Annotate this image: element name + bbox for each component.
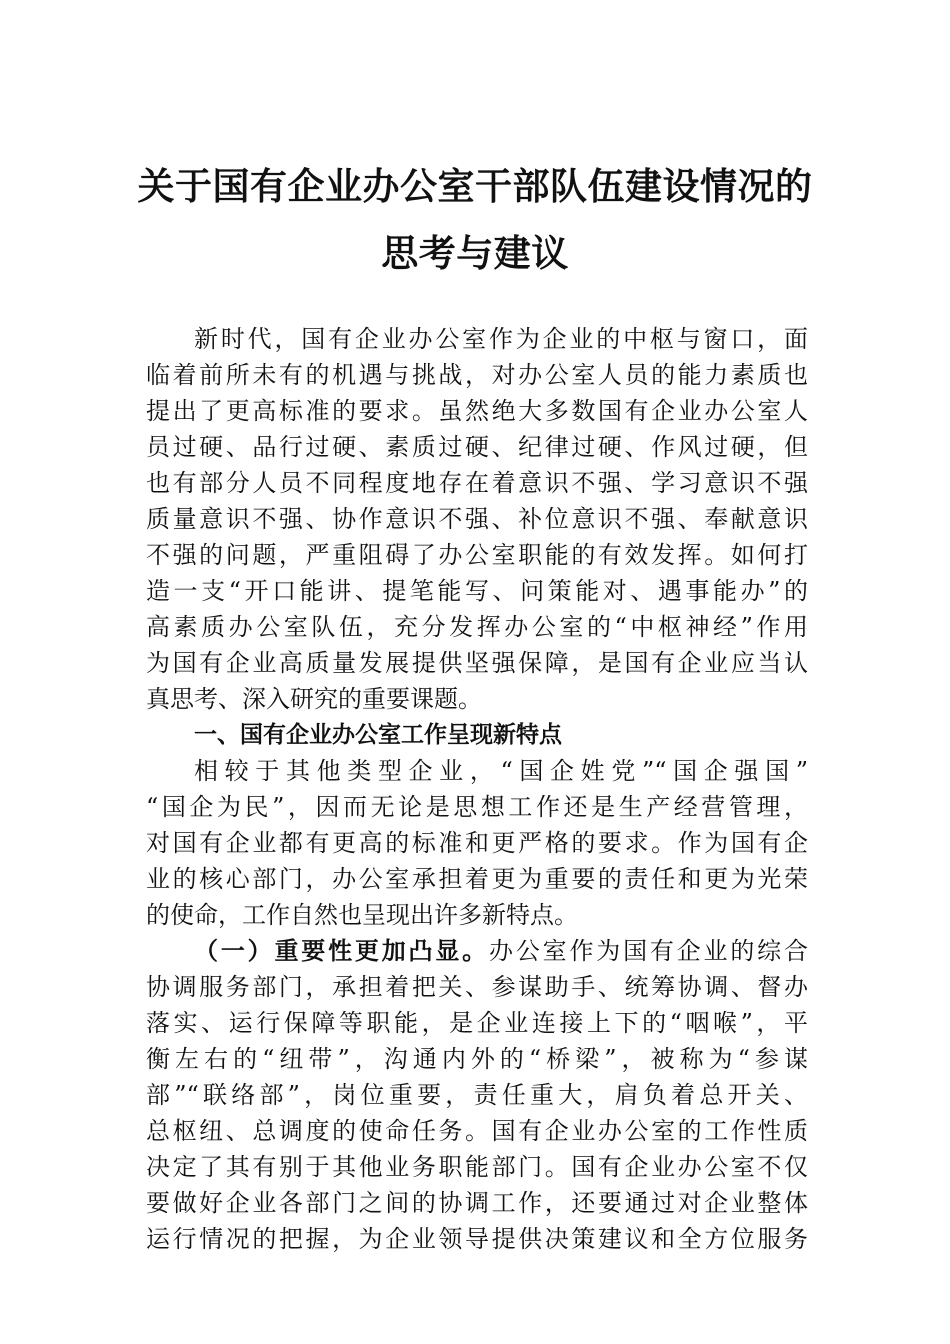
subsection-first-line-rest: 办公室作为国有企业的综合 <box>489 937 808 965</box>
subsection-paragraph-line: 部”“联络部”，岗位重要，责任重大，肩负着总开关、 <box>146 1081 808 1109</box>
subsection-title: （一）重要性更加凸显。 <box>194 936 489 965</box>
intro-paragraph-line: 也有部分人员不同程度地存在着意识不强、学习意识不强 <box>146 469 808 497</box>
document-body <box>146 321 808 1257</box>
subsection-paragraph-line: 决定了其有别于其他业务职能部门。国有企业办公室不仅 <box>146 1153 808 1181</box>
section-paragraph-line: 相较于其他类型企业，“国企姓党”“国企强国” <box>194 757 808 785</box>
document-title-line-1: 关于国有企业办公室干部队伍建设情况的 <box>137 165 813 208</box>
intro-paragraph-line: 员过硬、品行过硬、素质过硬、纪律过硬、作风过硬，但 <box>146 433 808 461</box>
subsection-paragraph-line: 落实、运行保障等职能，是企业连接上下的“咽喉”，平 <box>146 1009 808 1037</box>
subsection-paragraph-line: 运行情况的把握，为企业领导提供决策建议和全方位服务 <box>146 1225 808 1253</box>
subsection-paragraph-line: 要做好企业各部门之间的协调工作，还要通过对企业整体 <box>146 1189 808 1217</box>
subsection-paragraph-line: 协调服务部门，承担着把关、参谋助手、统筹协调、督办 <box>146 973 808 1001</box>
intro-paragraph-line: 为国有企业高质量发展提供坚强保障，是国有企业应当认 <box>146 649 808 677</box>
subsection-paragraph-line: 总枢纽、总调度的使命任务。国有企业办公室的工作性质 <box>146 1117 808 1145</box>
intro-paragraph-line: 新时代，国有企业办公室作为企业的中枢与窗口，面 <box>194 325 808 353</box>
section-paragraph-line: 业的核心部门，办公室承担着更为重要的责任和更为光荣 <box>146 865 808 893</box>
document-title-line-2: 思考与建议 <box>381 232 569 275</box>
intro-paragraph-line: 高素质办公室队伍，充分发挥办公室的“中枢神经”作用 <box>146 613 808 641</box>
subsection-first-line <box>146 933 808 969</box>
intro-paragraph-line: 真思考、深入研究的重要课题。 <box>146 685 482 713</box>
section-paragraph-line: 的使命，工作自然也呈现出许多新特点。 <box>146 901 578 929</box>
intro-paragraph-line: 提出了更高标准的要求。虽然绝大多数国有企业办公室人 <box>146 397 808 425</box>
section-paragraph-line: 对国有企业都有更高的标准和更严格的要求。作为国有企 <box>146 829 808 857</box>
intro-paragraph-line: 造一支“开口能讲、提笔能写、问策能对、遇事能办”的 <box>146 577 808 605</box>
section-paragraph-line: “国企为民”，因而无论是思想工作还是生产经营管理， <box>146 793 808 821</box>
intro-paragraph-line: 临着前所未有的机遇与挑战，对办公室人员的能力素质也 <box>146 361 808 389</box>
intro-paragraph-line: 不强的问题，严重阻碍了办公室职能的有效发挥。如何打 <box>146 541 808 569</box>
intro-paragraph-line: 质量意识不强、协作意识不强、补位意识不强、奉献意识 <box>146 505 808 533</box>
subsection-paragraph-line: 衡左右的“纽带”，沟通内外的“桥梁”，被称为“参谋 <box>146 1045 808 1073</box>
section-heading: 一、国有企业办公室工作呈现新特点 <box>194 722 562 748</box>
